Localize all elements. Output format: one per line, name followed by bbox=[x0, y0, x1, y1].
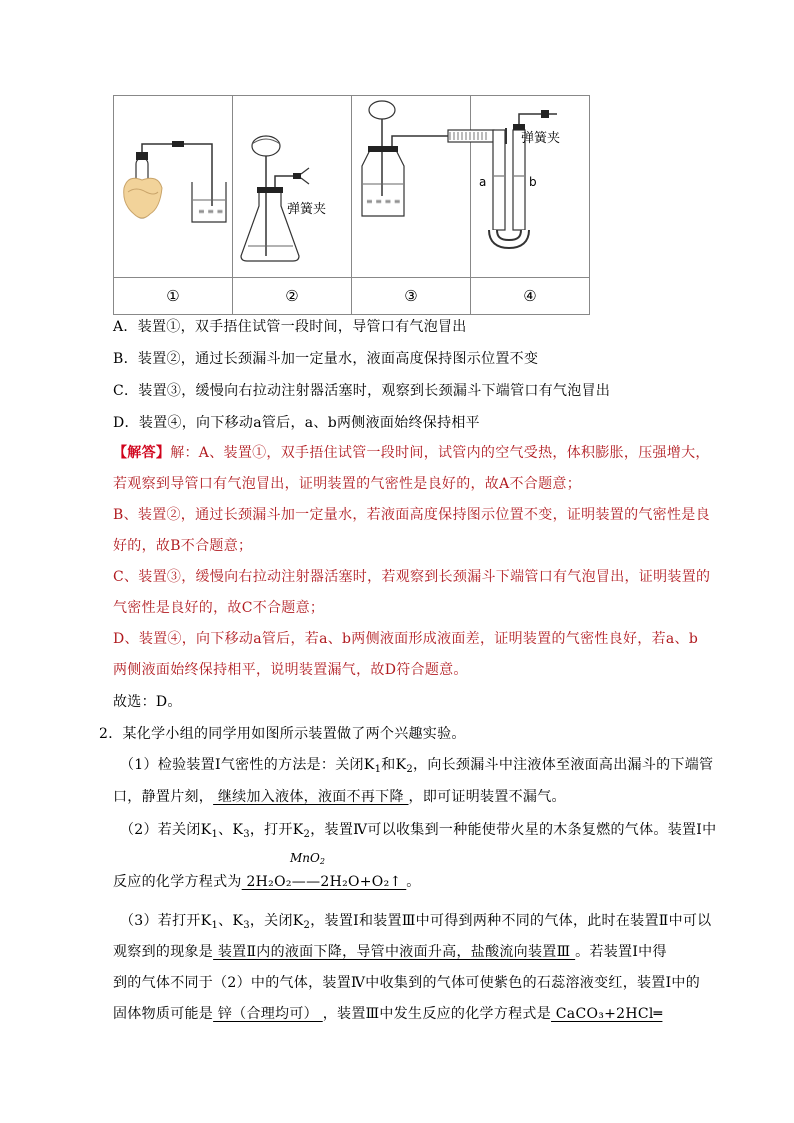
answer-2-equation: 2H₂O₂——2H₂O+O₂↑ bbox=[241, 874, 407, 890]
option-a: A．装置①，双手捂住试管一段时间，导管口有气泡冒出 bbox=[113, 319, 467, 335]
solution-line-1: 【解答】解：A、装置①，双手捂住试管一段时间，试管内的空气受热，体积膨胀，压强增大， bbox=[113, 445, 710, 461]
u-tube-diagram bbox=[471, 96, 575, 277]
q2-part2-line2: 反应的化学方程式为 2H₂O₂——2H₂O+O₂↑ 。 bbox=[113, 874, 421, 890]
clip-label-2: 弹簧夹 bbox=[287, 202, 327, 217]
apparatus-figure-table bbox=[113, 95, 590, 315]
q2-part3-line2: 观察到的现象是 装置Ⅱ内的液面下降，导管中液面升高，盐酸流向装置Ⅲ 。若装置Ⅰ中得 bbox=[113, 944, 667, 960]
solution-tag: 【解答】 bbox=[113, 445, 171, 461]
q2-part1-line1: （1）检验装置Ⅰ气密性的方法是：关闭$K_1$和$K_2$，向长颈漏斗中注液体至液面高出漏斗的下端管 bbox=[120, 757, 714, 775]
apparatus-4-cell bbox=[471, 96, 590, 278]
figure-label-2: ② bbox=[233, 278, 352, 315]
catalyst-label: MnO2 bbox=[290, 851, 325, 866]
answer-1: 继续加入液体，液面不再下降 bbox=[213, 789, 409, 805]
figure-label-1: ① bbox=[114, 278, 233, 315]
apparatus-2-cell bbox=[233, 96, 352, 278]
solution-line-8: 两侧液面始终保持相平，说明装置漏气，故D符合题意。 bbox=[113, 662, 468, 678]
apparatus-3-cell bbox=[352, 96, 471, 278]
answer-5-equation: CaCO₃+2HCl═ bbox=[551, 1006, 663, 1022]
flask-funnel-diagram bbox=[233, 96, 328, 277]
q2-part3-line4: 固体物质可能是 锌（合理均可） ，装置Ⅲ中发生反应的化学方程式是 CaCO₃+2HCl═ bbox=[113, 1006, 663, 1022]
figure-label-4: ④ bbox=[471, 278, 590, 315]
solution-line-4: 好的，故B不合题意； bbox=[113, 538, 253, 554]
answer-4-solid: 锌（合理均可） bbox=[213, 1006, 323, 1022]
answer-3-phenomenon: 装置Ⅱ内的液面下降，导管中液面升高，盐酸流向装置Ⅲ bbox=[213, 944, 576, 960]
clip-label-4: 弹簧夹 bbox=[521, 131, 561, 146]
option-c: C．装置③，缓慢向右拉动注射器活塞时，观察到长颈漏斗下端管口有气泡冒出 bbox=[113, 383, 611, 399]
solution-line-7: D、装置④，向下移动a管后，若a、b两侧液面形成液面差，证明装置的气密性良好，若a、b bbox=[113, 631, 699, 647]
solution-line-2: 若观察到导管口有气泡冒出，证明装置的气密性是良好的，故A不合题意； bbox=[113, 476, 582, 492]
figure-label-3: ③ bbox=[352, 278, 471, 315]
solution-line-6: 气密性是良好的，故C不合题意； bbox=[113, 600, 325, 616]
q2-part1-line2: 口，静置片刻， 继续加入液体，液面不再下降 ，即可证明装置不漏气。 bbox=[113, 789, 566, 805]
q2-part3-line3: 到的气体不同于（2）中的气体，装置Ⅳ中收集到的气体可使紫色的石蕊溶液变红，装置Ⅰ中的 bbox=[113, 975, 701, 991]
solution-line-5: C、装置③，缓慢向右拉动注射器活塞时，若观察到长颈漏斗下端管口有气泡冒出，证明装置的 bbox=[113, 569, 711, 585]
solution-choice: 故选：D。 bbox=[113, 694, 182, 710]
q2-part3-line1: （3）若打开$K_1$、$K_3$，关闭$K_2$，装置Ⅰ和装置Ⅲ中可得到两种不同的气体，此时在装置Ⅱ中可以 bbox=[120, 913, 712, 931]
svg-text:≡ ≡ ≡: ≡ ≡ ≡ bbox=[198, 207, 224, 216]
option-d: D．装置④，向下移动a管后，a、b两侧液面始终保持相平 bbox=[113, 415, 480, 431]
q2-part2-line1: （2）若关闭$K_1$、$K_3$，打开$K_2$，装置Ⅳ可以收集到一种能使带火星的木条复燃的气体。装置Ⅰ中 bbox=[120, 822, 717, 840]
tube-a-label: a bbox=[479, 175, 487, 189]
apparatus-1-cell bbox=[114, 96, 233, 278]
q2-stem: 2．某化学小组的同学用如图所示装置做了两个兴趣实验。 bbox=[99, 726, 466, 742]
tube-b-label: b bbox=[529, 175, 537, 189]
option-b: B．装置②，通过长颈漏斗加一定量水，液面高度保持图示位置不变 bbox=[113, 351, 539, 367]
svg-text:≡ ≡ ≡ ≡: ≡ ≡ ≡ ≡ bbox=[366, 197, 401, 206]
solution-line-3: B、装置②，通过长颈漏斗加一定量水，若液面高度保持图示位置不变，证明装置的气密性是良 bbox=[113, 507, 710, 523]
test-tube-hand-diagram bbox=[114, 96, 232, 277]
